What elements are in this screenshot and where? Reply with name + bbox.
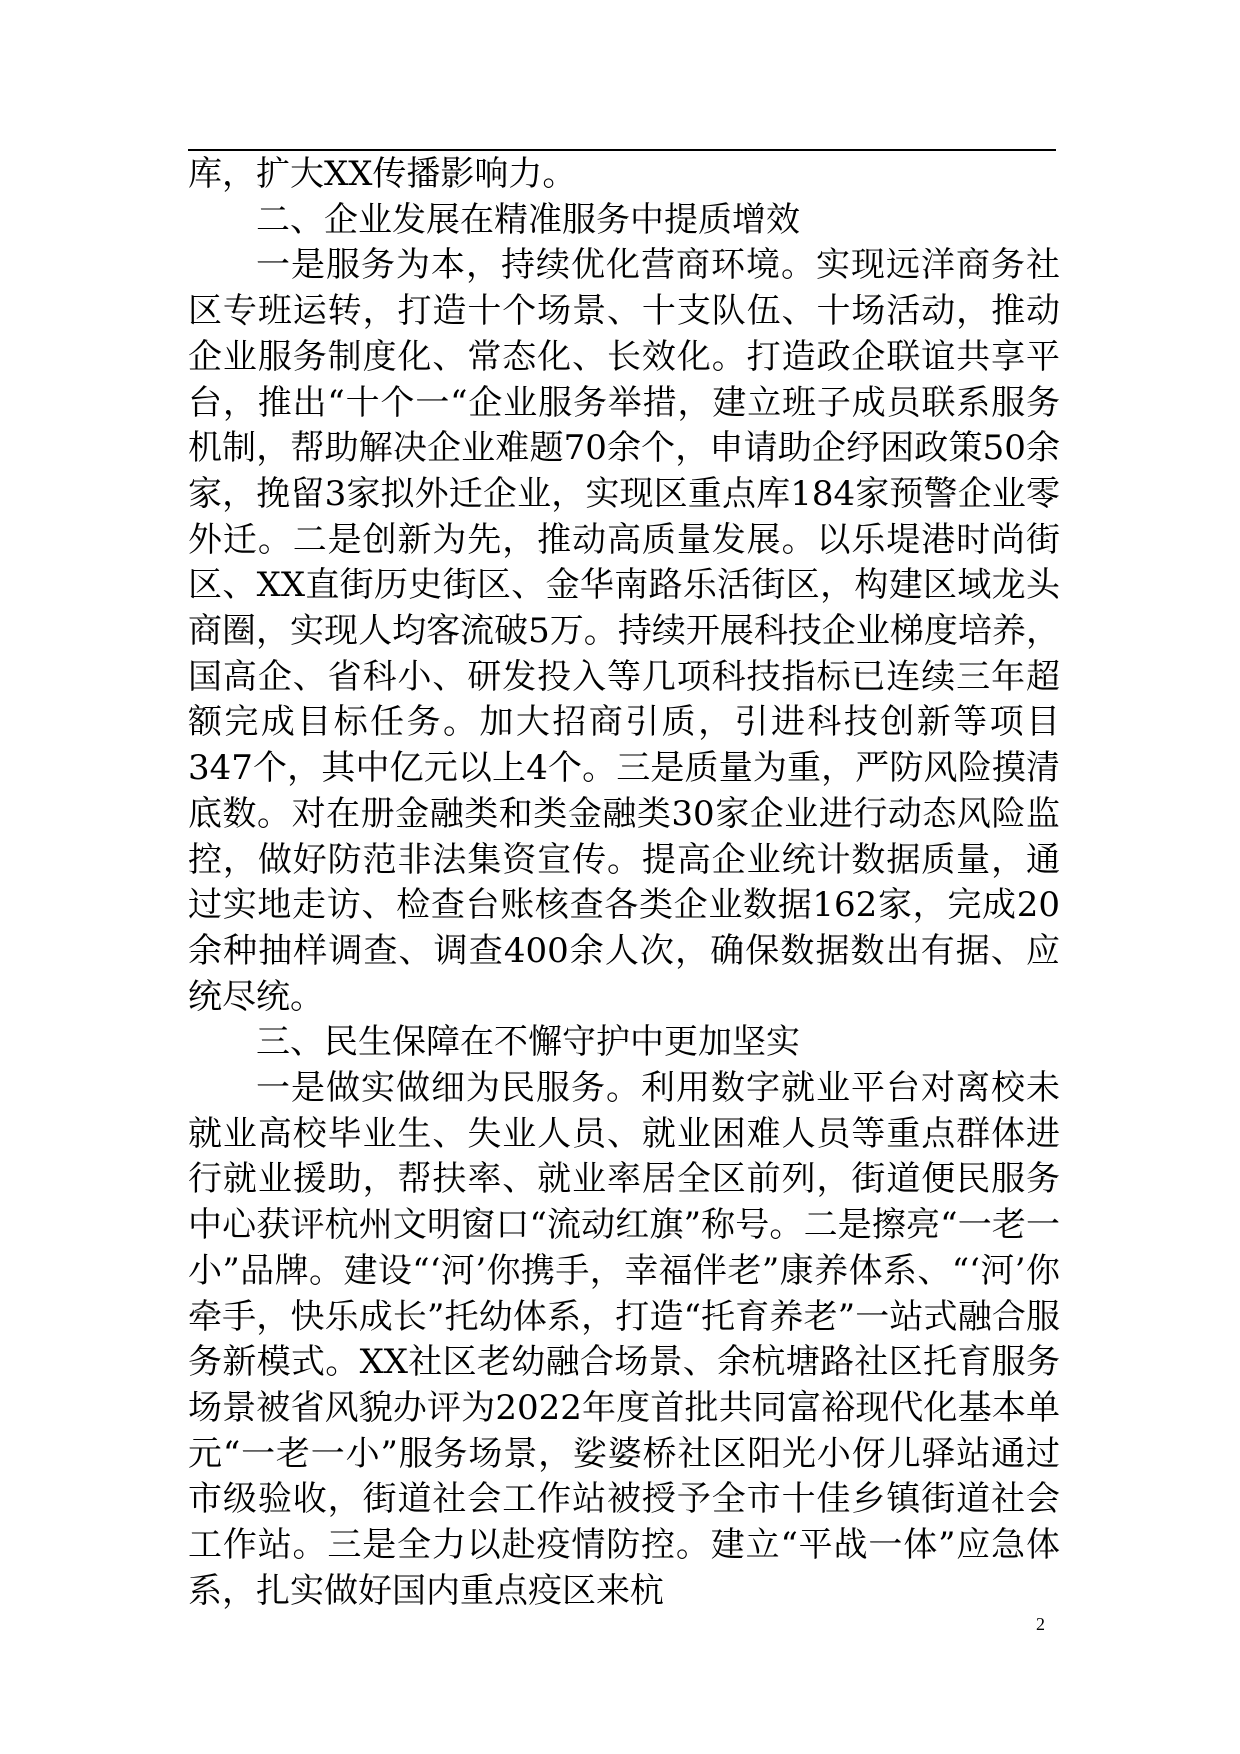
- header-rule: [188, 149, 1056, 151]
- document-body: [188, 152, 1060, 1615]
- paragraph-enterprise: 一是服务为本，持续优化营商环境。实现远洋商务社区专班运转，打造十个场景、十支队伍、十场活动，推动企业服务制度化、常态化、长效化。打造政企联谊共享平台，推出“十个一“企业服务举措，建立班子成员联系服务机制，帮助解决企业难题70余个，申请助企纾困政策50余家，挽留3家拟外迁企业，实现区重点库184家预警企业零外迁。二是创新为先，推动高质量发展。以乐堤港时尚街区、XX直街历史街区、金华南路乐活街区，构建区域龙头商圈，实现人均客流破5万。持续开展科技企业梯度培养，国高企、省科小、研发投入等几项科技指标已连续三年超额完成目标任务。加大招商引质，引进科技创新等项目347个，其中亿元以上4个。三是质量为重，严防风险摸清底数。对在册金融类和类金融类30家企业进行动态风险监控，做好防范非法集资宣传。提高企业统计数据质量，通过实地走访、检查台账核查各类企业数据162家，完成20余种抽样调查、调查400余人次，确保数据数出有据、应统尽统。: [188, 245, 1060, 1017]
- paragraph-livelihood: 一是做实做细为民服务。利用数字就业平台对离校未就业高校毕业生、失业人员、就业困难人员等重点群体进行就业援助，帮扶率、就业率居全区前列，街道便民服务中心获评杭州文明窗口“流动红旗”称号。二是擦亮“一老一小”品牌。建设“‘河’你携手，幸福伴老”康养体系、“‘河’你牵手，快乐成长”托幼体系，打造“托育养老”一站式融合服务新模式。XX社区老幼融合场景、余杭塘路社区托育服务场景被省风貌办评为2022年度首批共同富裕现代化基本单元“一老一小”服务场景，娑婆桥社区阳光小伢儿驿站通过市级验收，街道社会工作站被授予全市十佳乡镇街道社会工作站。三是全力以赴疫情防控。建立“平战一体”应急体系，扎实做好国内重点疫区来杭: [188, 1068, 1060, 1611]
- section-heading-3: 三、民生保障在不懈守护中更加坚实: [256, 1022, 800, 1063]
- paragraph-continuation: 库，扩大XX传播影响力。: [188, 154, 577, 194]
- page-number: 2: [1036, 1614, 1045, 1634]
- section-heading-2: 二、企业发展在精准服务中提质增效: [256, 199, 800, 240]
